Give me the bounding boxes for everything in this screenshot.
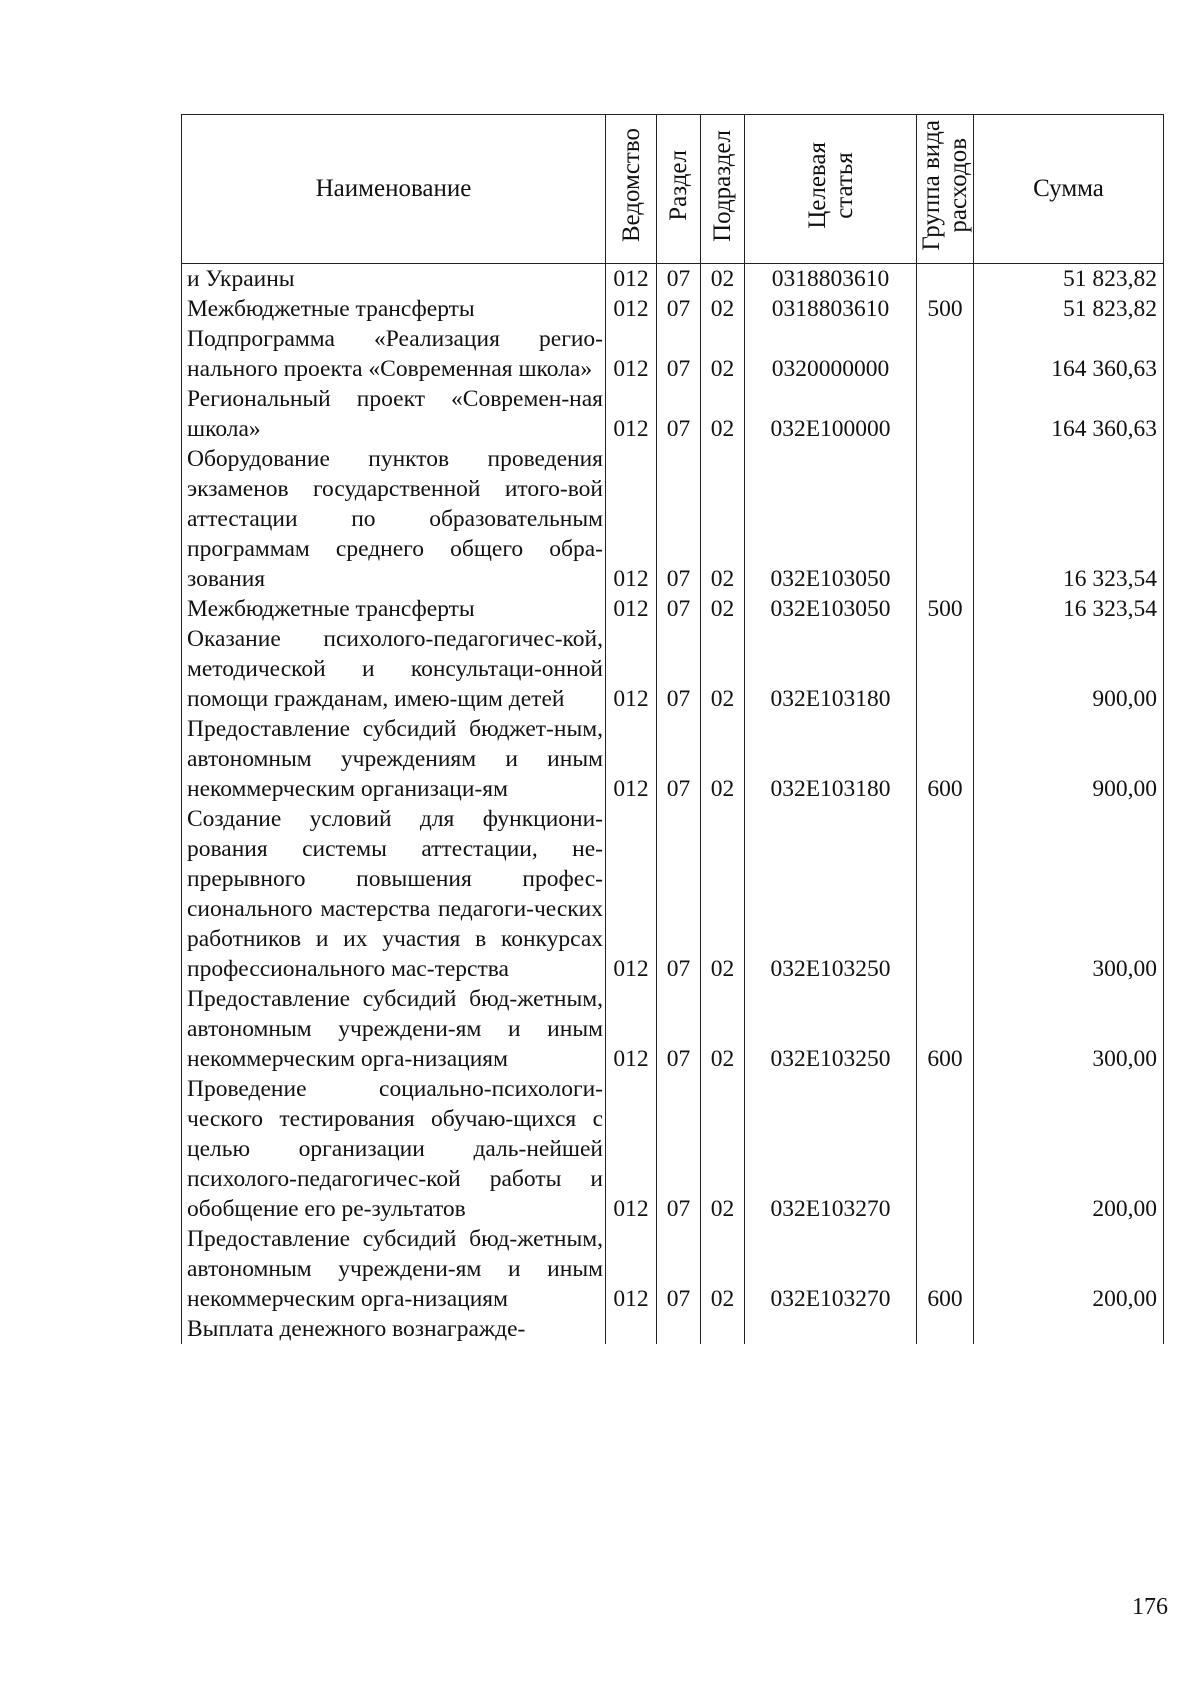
- row-section: 07: [657, 444, 701, 594]
- row-section: 07: [657, 324, 701, 384]
- row-subsection: 02: [701, 804, 745, 984]
- row-section: 07: [657, 294, 701, 324]
- row-subsection: 02: [701, 984, 745, 1074]
- table-row: [182, 1314, 1164, 1344]
- row-section: [657, 1314, 701, 1344]
- row-name: и Украины: [182, 264, 606, 295]
- row-subsection: 02: [701, 594, 745, 624]
- row-subsection: 02: [701, 324, 745, 384]
- row-expense-group: 600: [917, 984, 974, 1074]
- row-target-article: 032E103270: [745, 1074, 917, 1224]
- page-number: 176: [1132, 1594, 1168, 1620]
- header-section: Раздел: [657, 115, 701, 264]
- budget-table: [181, 114, 1164, 1344]
- row-subsection: 02: [701, 264, 745, 295]
- row-name: Подпрограмма «Реализация регио-нального проекта «Современная школа»: [182, 324, 606, 384]
- row-name: Создание условий для функциони-рования системы аттестации, не-прерывного повышения профес-сионального мастерства педагоги-ческих работников и их участия в конкурсах профессионального мас-терства: [182, 804, 606, 984]
- row-target-article: 032E103250: [745, 984, 917, 1074]
- row-section: 07: [657, 804, 701, 984]
- row-section: 07: [657, 264, 701, 295]
- row-ministry: 012: [606, 624, 657, 714]
- row-section: 07: [657, 384, 701, 444]
- row-subsection: 02: [701, 1224, 745, 1314]
- row-ministry: 012: [606, 594, 657, 624]
- row-target-article: 032E103180: [745, 714, 917, 804]
- row-target-article: 0318803610: [745, 264, 917, 295]
- row-sum: 900,00: [974, 714, 1164, 804]
- row-expense-group: [917, 444, 974, 594]
- row-sum: 164 360,63: [974, 324, 1164, 384]
- row-name: Выплата денежного вознагражде-: [182, 1314, 606, 1344]
- row-section: 07: [657, 1224, 701, 1314]
- table-row: [182, 624, 1164, 714]
- row-subsection: 02: [701, 624, 745, 714]
- row-section: 07: [657, 594, 701, 624]
- row-ministry: 012: [606, 294, 657, 324]
- table-row: [182, 1224, 1164, 1314]
- row-sum: 900,00: [974, 624, 1164, 714]
- header-target-article: Целевая статья: [745, 115, 917, 264]
- row-expense-group: [917, 384, 974, 444]
- row-name: Оказание психолого-педагогичес-кой, методической и консультаци-онной помощи гражданам, имею-щим детей: [182, 624, 606, 714]
- row-name: Региональный проект «Современ-ная школа»: [182, 384, 606, 444]
- row-ministry: 012: [606, 324, 657, 384]
- row-sum: 200,00: [974, 1074, 1164, 1224]
- row-name: Межбюджетные трансферты: [182, 594, 606, 624]
- row-ministry: 012: [606, 1224, 657, 1314]
- header-expense-group: Группа вида расходов: [917, 115, 974, 264]
- row-sum: 51 823,82: [974, 294, 1164, 324]
- row-name: Предоставление субсидий бюд-жетным, автономным учреждени-ям и иным некоммерческим орга-низациям: [182, 1224, 606, 1314]
- row-ministry: 012: [606, 1074, 657, 1224]
- table-row: [182, 324, 1164, 384]
- row-target-article: 032E103270: [745, 1224, 917, 1314]
- row-ministry: [606, 1314, 657, 1344]
- row-name: Предоставление субсидий бюджет-ным, автономным учреждениям и иным некоммерческим организаци-ям: [182, 714, 606, 804]
- table-row: [182, 294, 1164, 324]
- table-row: [182, 984, 1164, 1074]
- row-sum: 300,00: [974, 804, 1164, 984]
- row-subsection: 02: [701, 1074, 745, 1224]
- row-sum: 16 323,54: [974, 594, 1164, 624]
- row-sum: 164 360,63: [974, 384, 1164, 444]
- header-ministry: Ведомство: [606, 115, 657, 264]
- row-sum: [974, 1314, 1164, 1344]
- table-row: [182, 264, 1164, 295]
- row-section: 07: [657, 1074, 701, 1224]
- row-ministry: 012: [606, 714, 657, 804]
- row-subsection: 02: [701, 714, 745, 804]
- row-name: Проведение социально-психологи-ческого тестирования обучаю-щихся с целью организации даль-нейшей психолого-педагогичес-кой работы и обобщение его ре-зультатов: [182, 1074, 606, 1224]
- row-ministry: 012: [606, 804, 657, 984]
- row-subsection: 02: [701, 444, 745, 594]
- row-name: Оборудование пунктов проведения экзаменов государственной итого-вой аттестации по образовательным программам среднего общего обра-зования: [182, 444, 606, 594]
- row-expense-group: [917, 324, 974, 384]
- row-subsection: [701, 1314, 745, 1344]
- row-sum: 16 323,54: [974, 444, 1164, 594]
- row-name: Предоставление субсидий бюд-жетным, автономным учреждени-ям и иным некоммерческим орга-низациям: [182, 984, 606, 1074]
- table-row: [182, 714, 1164, 804]
- row-target-article: 032E103050: [745, 444, 917, 594]
- row-target-article: [745, 1314, 917, 1344]
- row-expense-group: [917, 624, 974, 714]
- row-subsection: 02: [701, 294, 745, 324]
- row-ministry: 012: [606, 384, 657, 444]
- row-expense-group: [917, 1074, 974, 1224]
- row-expense-group: [917, 1314, 974, 1344]
- table-header-row: [182, 115, 1164, 264]
- row-target-article: 032E103180: [745, 624, 917, 714]
- row-subsection: 02: [701, 384, 745, 444]
- table-row: [182, 444, 1164, 594]
- table-row: [182, 384, 1164, 444]
- row-target-article: 032E103050: [745, 594, 917, 624]
- row-name: Межбюджетные трансферты: [182, 294, 606, 324]
- header-sum: Сумма: [974, 115, 1164, 264]
- header-subsection: Подраздел: [701, 115, 745, 264]
- table-row: [182, 1074, 1164, 1224]
- row-sum: 200,00: [974, 1224, 1164, 1314]
- row-target-article: 032E100000: [745, 384, 917, 444]
- row-section: 07: [657, 714, 701, 804]
- table-row: [182, 804, 1164, 984]
- row-ministry: 012: [606, 984, 657, 1074]
- row-expense-group: 600: [917, 714, 974, 804]
- row-expense-group: [917, 264, 974, 295]
- row-target-article: 032E103250: [745, 804, 917, 984]
- row-expense-group: 500: [917, 594, 974, 624]
- table-row: [182, 594, 1164, 624]
- row-target-article: 0320000000: [745, 324, 917, 384]
- row-ministry: 012: [606, 444, 657, 594]
- row-expense-group: 600: [917, 1224, 974, 1314]
- row-sum: 300,00: [974, 984, 1164, 1074]
- row-expense-group: 500: [917, 294, 974, 324]
- header-name: Наименование: [182, 115, 606, 264]
- row-section: 07: [657, 984, 701, 1074]
- row-target-article: 0318803610: [745, 294, 917, 324]
- row-section: 07: [657, 624, 701, 714]
- row-ministry: 012: [606, 264, 657, 295]
- row-expense-group: [917, 804, 974, 984]
- row-sum: 51 823,82: [974, 264, 1164, 295]
